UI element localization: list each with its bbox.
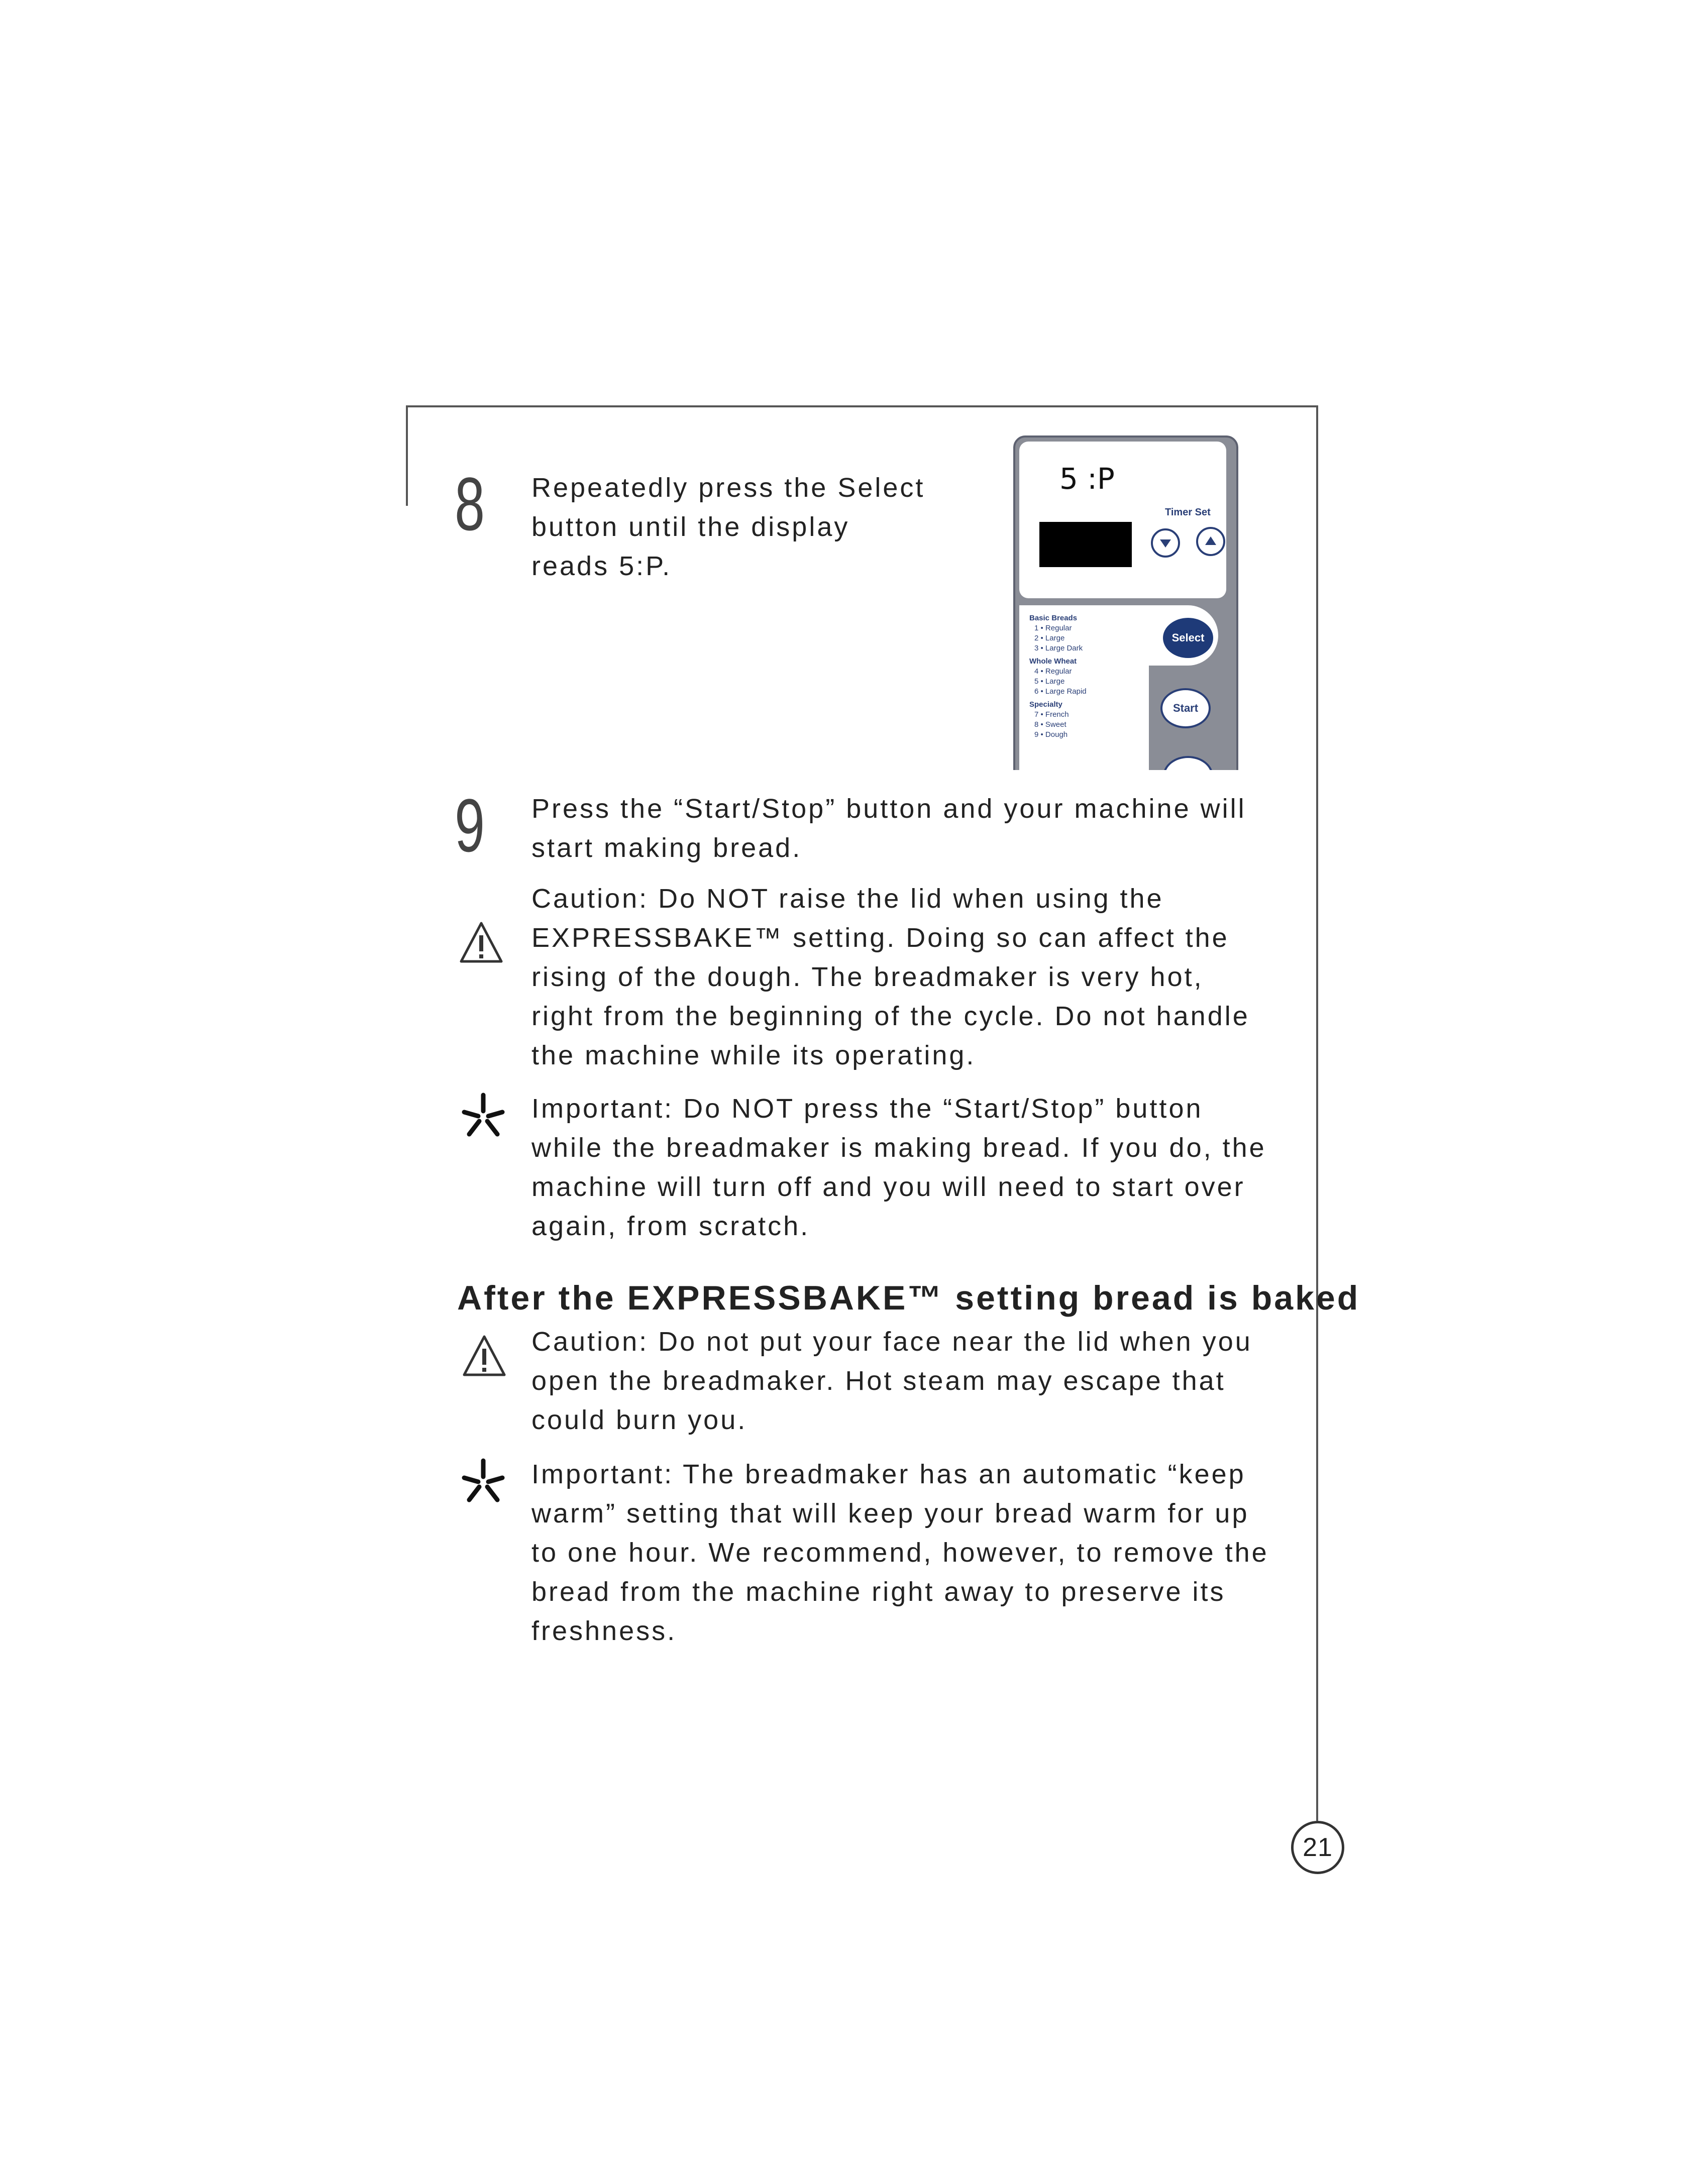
arrow-up-icon xyxy=(1198,529,1223,554)
menu-category: Specialty xyxy=(1029,700,1062,709)
caution-1-text: Caution: Do NOT raise the lid when using the EXPRESSBAKE™ setting. Doing so can affect the rising of the dough. The breadmaker is very hot, right from the beginning of the cycle. Do not handle the machine while its operating. xyxy=(531,884,1250,1070)
menu-category: Whole Wheat xyxy=(1029,657,1077,666)
step-number-9: 9 xyxy=(455,783,485,867)
panel-display-area xyxy=(1019,442,1226,598)
page-number: 21 xyxy=(1291,1821,1344,1874)
program-menu xyxy=(1029,610,1087,740)
step-number-8: 8 xyxy=(455,462,485,546)
frame-left-line xyxy=(406,405,408,506)
menu-item: 3 • Large Dark xyxy=(1034,644,1083,652)
timer-up-button xyxy=(1196,527,1225,556)
panel-menu-area xyxy=(1019,605,1149,770)
important-1-text: Important: Do NOT press the “Start/Stop” button while the breadmaker is making bread. If you do, the machine will turn off and you will need to start over again, from scratch. xyxy=(531,1094,1266,1241)
frame-right-line xyxy=(1316,405,1318,1821)
timer-down-button xyxy=(1151,528,1180,558)
section-heading: After the EXPRESSBAKE™ setting bread is baked xyxy=(457,1279,1360,1317)
arrow-down-icon xyxy=(1153,530,1178,556)
step-8-text: Repeatedly press the Select button until the display reads 5:P. xyxy=(531,473,925,581)
important-2-text: Important: The breadmaker has an automatic “keep warm” setting that will keep your bread warm for up to one hour. We recommend, however, to remove the bread from the machine right away to preserve its freshness. xyxy=(531,1459,1269,1646)
step-9-text: Press the “Start/Stop” button and your machine will start making bread. xyxy=(531,794,1246,863)
frame-top-line xyxy=(406,405,1318,407)
menu-item: 2 • Large xyxy=(1034,634,1065,642)
caution-2-text: Caution: Do not put your face near the lid when you open the breadmaker. Hot steam may escape that could burn you. xyxy=(531,1327,1252,1435)
menu-item: 8 • Sweet xyxy=(1034,720,1066,729)
menu-category: Basic Breads xyxy=(1029,614,1078,622)
display-mode-readout: 5 :P xyxy=(1059,462,1115,496)
select-button: Select xyxy=(1163,618,1213,658)
lcd-display xyxy=(1039,522,1132,567)
start-button: Start xyxy=(1160,688,1211,728)
menu-item: 6 • Large Rapid xyxy=(1034,687,1087,696)
timer-set-label: Timer Set xyxy=(1165,507,1211,518)
important-asterisk-icon xyxy=(459,1457,507,1505)
menu-item: 4 • Regular xyxy=(1034,667,1072,676)
control-panel-illustration xyxy=(1012,434,1238,770)
menu-item: 5 • Large xyxy=(1034,677,1065,686)
important-asterisk-icon xyxy=(459,1091,507,1139)
caution-warning-icon xyxy=(458,920,504,964)
menu-item: 9 • Dough xyxy=(1034,730,1068,739)
caution-warning-icon xyxy=(461,1334,507,1378)
menu-item: 7 • French xyxy=(1034,710,1069,719)
menu-item: 1 • Regular xyxy=(1034,624,1072,632)
